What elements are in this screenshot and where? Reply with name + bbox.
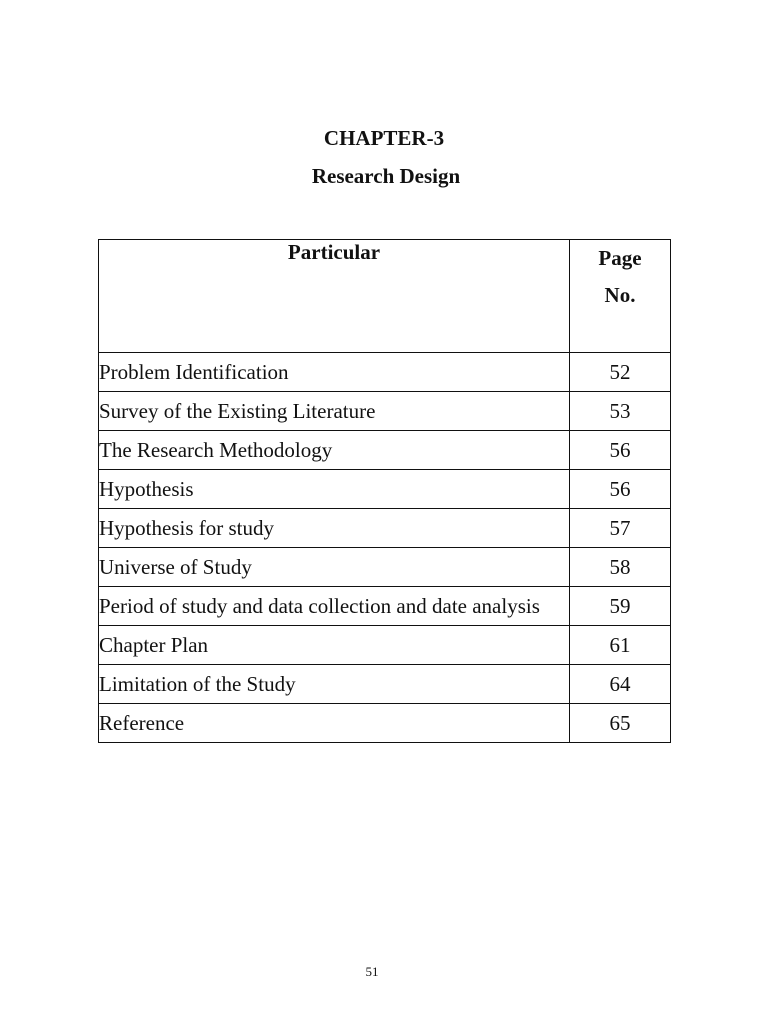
row-particular: Hypothesis bbox=[99, 470, 570, 509]
table-row bbox=[99, 470, 671, 509]
row-page: 53 bbox=[570, 392, 671, 431]
row-page: 56 bbox=[570, 470, 671, 509]
table-row bbox=[99, 587, 671, 626]
row-page: 57 bbox=[570, 509, 671, 548]
row-particular: Limitation of the Study bbox=[99, 665, 570, 704]
table-row bbox=[99, 626, 671, 665]
row-particular: Period of study and data collection and date analysis bbox=[99, 587, 570, 626]
table-header-row bbox=[99, 240, 671, 353]
page-number: 51 bbox=[365, 964, 379, 979]
table-row bbox=[99, 665, 671, 704]
table-row bbox=[99, 392, 671, 431]
header-page-no-label: Page No. bbox=[598, 246, 642, 307]
row-particular: Universe of Study bbox=[99, 548, 570, 587]
row-particular: Chapter Plan bbox=[99, 626, 570, 665]
chapter-subtitle: Research Design bbox=[311, 164, 461, 188]
row-particular: Problem Identification bbox=[99, 353, 570, 392]
table-row bbox=[99, 353, 671, 392]
table-row bbox=[99, 704, 671, 743]
table-row bbox=[99, 509, 671, 548]
row-page: 59 bbox=[570, 587, 671, 626]
row-page: 52 bbox=[570, 353, 671, 392]
row-page: 58 bbox=[570, 548, 671, 587]
row-page: 61 bbox=[570, 626, 671, 665]
row-particular: Hypothesis for study bbox=[99, 509, 570, 548]
row-particular: Reference bbox=[99, 704, 570, 743]
header-page-no bbox=[570, 240, 671, 353]
row-page: 64 bbox=[570, 665, 671, 704]
table-row bbox=[99, 548, 671, 587]
row-page: 56 bbox=[570, 431, 671, 470]
contents-table bbox=[98, 239, 671, 743]
header-particular: Particular bbox=[99, 240, 570, 353]
table-row bbox=[99, 431, 671, 470]
row-particular: The Research Methodology bbox=[99, 431, 570, 470]
row-particular: Survey of the Existing Literature bbox=[99, 392, 570, 431]
row-page: 65 bbox=[570, 704, 671, 743]
chapter-title: CHAPTER-3 bbox=[323, 126, 445, 150]
